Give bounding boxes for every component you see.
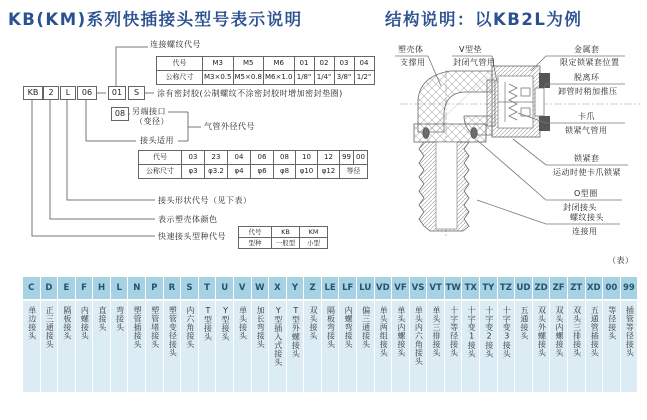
model-code-box: 06 (77, 86, 97, 100)
shape-code-header: P (146, 277, 163, 299)
o-ring-right (471, 128, 477, 139)
callout-desc: 连接用 (572, 227, 598, 236)
tube-code-cell: 10 (296, 151, 318, 165)
shape-name-cell (533, 301, 550, 392)
tube-size-cell: φ12 (318, 165, 340, 179)
shape-name-cell (462, 301, 479, 392)
release-ring-bar (535, 88, 544, 116)
shape-code-header: LE (322, 277, 339, 299)
right-section-title: 结构说明：以KB2L为例 (385, 10, 583, 29)
tube-code-cell: 08 (274, 151, 296, 165)
shape-code-header: H (93, 277, 110, 299)
thread-code-cell: 01 (294, 57, 314, 71)
shape-name-text: 正三通接头 (45, 306, 55, 349)
tube-code-header: 代号 (139, 151, 182, 165)
shape-name-text: 隔板接头 (62, 306, 72, 340)
shape-code-column (287, 277, 304, 392)
shape-name-text: 单头内六角接头 (414, 306, 424, 366)
shape-code-column (181, 277, 198, 392)
shape-code-header: L (111, 277, 128, 299)
shape-code-header: LF (339, 277, 356, 299)
callout-term: V型垫 (459, 45, 482, 54)
shape-name-cell (392, 301, 409, 392)
shape-code-header: T (199, 277, 216, 299)
model-code-box: 2 (43, 86, 59, 100)
o-ring-left (423, 128, 429, 139)
callout-term: 卡爪 (578, 112, 595, 121)
callout-desc: 卸管时稍加推压 (558, 87, 618, 96)
shape-code-column (164, 277, 181, 392)
shape-name-cell (146, 301, 163, 392)
shape-code-column (445, 277, 462, 392)
shape-name-text: 五通接头 (519, 306, 529, 340)
tube-size-cell: φ10 (296, 165, 318, 179)
shape-name-cell (269, 301, 286, 392)
callout-desc: 限定锁紧套位置 (560, 58, 620, 67)
shape-code-header: ZD (533, 277, 550, 299)
release-ring-top-flange (539, 73, 550, 88)
shape-name-text: 塑管堵接头 (150, 306, 160, 349)
shape-name-text: 双头接头 (308, 306, 318, 340)
shape-name-text: 单头内螺接头 (396, 306, 406, 357)
other-end-label-line1: 另端接口 (132, 107, 166, 116)
shape-name-cell (603, 301, 620, 392)
shape-code-column (603, 277, 620, 392)
shape-name-text: Y型接头 (221, 306, 231, 341)
shape-code-header: W (252, 277, 269, 299)
shape-code-column (392, 277, 409, 392)
tube-table (138, 150, 368, 179)
shape-code-header: VD (375, 277, 392, 299)
tube-code-cell: 04 (228, 151, 251, 165)
thread-code-cell: M3 (203, 57, 234, 71)
shape-name-cell (498, 301, 515, 392)
shape-code-column (304, 277, 321, 392)
shape-name-text: 双头三排接头 (572, 306, 582, 357)
shape-code-header: TX (462, 277, 479, 299)
shape-code-column (550, 277, 567, 392)
shape-name-cell (586, 301, 603, 392)
shape-name-cell (427, 301, 444, 392)
shape-name-cell (322, 301, 339, 392)
shape-code-header: UD (515, 277, 532, 299)
shape-code-header: 00 (603, 277, 620, 299)
shape-code-header: C (23, 277, 40, 299)
tube-code-cell: 23 (205, 151, 228, 165)
tube-size-cell: φ8 (274, 165, 296, 179)
shape-code-column (23, 277, 40, 392)
shape-name-text: 单头接头 (238, 306, 248, 340)
type-table-cell: KM (300, 227, 328, 238)
shape-code-column (480, 277, 497, 392)
shape-code-column (93, 277, 110, 392)
shape-name-text: 弯接头 (115, 306, 125, 332)
callout-desc: 封闭接头 (563, 203, 597, 212)
tube-size-cell: φ3.2 (205, 165, 228, 179)
shape-code-header: VF (392, 277, 409, 299)
shape-code-header: VS (410, 277, 427, 299)
thread-code-cell: 02 (314, 57, 334, 71)
shape-name-text: 塑管变径接头 (168, 306, 178, 357)
shape-code-column (111, 277, 128, 392)
shape-name-cell (23, 301, 40, 392)
shape-code-column (128, 277, 145, 392)
shape-code-column (568, 277, 585, 392)
shape-code-column (462, 277, 479, 392)
sealant-note: 涂有密封胶(公制螺纹不涂密封胶时增加密封垫圈) (157, 89, 343, 98)
callout-desc: 运动时使卡爪锁紧 (553, 168, 621, 177)
tube-size-equal-cell: 等径 (340, 165, 368, 179)
shape-name-cell (410, 301, 427, 392)
model-code-box: 01 (108, 86, 126, 100)
v-gasket (487, 80, 495, 126)
shape-name-text: 五通管插接头 (590, 306, 600, 357)
shape-name-cell (304, 301, 321, 392)
shape-code-column (41, 277, 58, 392)
callout-term: 螺纹接头 (570, 213, 604, 222)
shape-code-header: LU (357, 277, 374, 299)
shape-name-cell (111, 301, 128, 392)
shape-code-column (58, 277, 75, 392)
shape-code-header: Z (304, 277, 321, 299)
callout-term: 脱离环 (574, 73, 600, 82)
tube-code-cell: 12 (318, 151, 340, 165)
callout-term: 金属套 (574, 45, 600, 54)
thread-code-cell: 03 (334, 57, 354, 71)
shape-code-header: S (181, 277, 198, 299)
shape-code-column (76, 277, 93, 392)
thread-size-header: 公称尺寸 (157, 71, 203, 85)
shape-code-header: XD (586, 277, 603, 299)
shape-code-column (427, 277, 444, 392)
shell-color-label: 表示塑壳体颜色 (158, 215, 218, 224)
shape-name-text: 十字变1接头 (467, 306, 477, 358)
shape-name-cell (445, 301, 462, 392)
thread-code-cell: M5 (233, 57, 264, 71)
shape-name-cell (621, 301, 638, 392)
shape-code-label: 接头形状代号（见下表） (158, 196, 252, 205)
thread-code-cell: 04 (354, 57, 374, 71)
shape-code-header: Y (287, 277, 304, 299)
shape-name-text: 十字变2接头 (484, 306, 494, 358)
other-end-label-line2: （变径） (135, 117, 169, 126)
shape-code-column (339, 277, 356, 392)
shape-code-column (199, 277, 216, 392)
shape-code-table (23, 277, 637, 392)
thread-size-cell: M5×0.8 (233, 71, 264, 85)
shape-name-cell (357, 301, 374, 392)
tube-code-cell: 06 (251, 151, 274, 165)
shape-name-text: 双头内螺接头 (555, 306, 565, 357)
thread-size-cell: 1/2" (354, 71, 374, 85)
shape-code-header: 99 (621, 277, 638, 299)
thread-code-header: 代号 (157, 57, 203, 71)
shape-name-cell (181, 301, 198, 392)
shape-code-header: N (128, 277, 145, 299)
thread-size-cell: M6×1.0 (264, 71, 295, 85)
left-section-title: KB(KM)系列快插接头型号表示说明 (8, 10, 303, 29)
shape-name-text: 内螺接头 (80, 306, 90, 340)
shape-name-cell (76, 301, 93, 392)
shape-name-cell (164, 301, 181, 392)
type-table-cell: 代号 (239, 227, 272, 238)
type-table-cell: 一般型 (272, 238, 300, 249)
release-ring-bottom-flange (539, 116, 550, 131)
callout-term: 锁紧套 (574, 154, 600, 163)
shape-name-text: 直接头 (98, 306, 107, 332)
shape-name-cell (58, 301, 75, 392)
callout-desc: 封闭气管用 (453, 58, 496, 67)
shape-name-cell (339, 301, 356, 392)
shape-name-cell (199, 301, 216, 392)
shape-name-text: 偏三通接头 (361, 306, 371, 349)
shape-code-column (375, 277, 392, 392)
tube-od-label: 气管外径代号 (204, 122, 255, 131)
shape-name-text: 塑管插接头 (133, 306, 143, 349)
shape-code-header: ZF (550, 277, 567, 299)
type-table (238, 226, 328, 249)
applicable-label: 接头适用 (140, 136, 174, 145)
tube-code-cell: 00 (354, 151, 368, 165)
shape-code-column (410, 277, 427, 392)
shape-name-cell (550, 301, 567, 392)
shape-name-cell (375, 301, 392, 392)
shape-name-text: 十字变3接头 (502, 306, 512, 358)
thread-code-cell: M6 (264, 57, 295, 71)
tube-size-cell: φ6 (251, 165, 274, 179)
shape-name-cell (515, 301, 532, 392)
thread-size-cell: 3/8" (334, 71, 354, 85)
thread-code-label: 连接螺纹代号 (150, 40, 201, 49)
thread-size-cell: M3×0.5 (203, 71, 234, 85)
claw-upper (521, 88, 530, 96)
shape-name-text: Y型插入式接头 (273, 306, 283, 367)
shape-code-header: F (76, 277, 93, 299)
shape-code-header: VT (427, 277, 444, 299)
shape-name-text: T型外螺接头 (291, 306, 301, 358)
model-code-box: L (60, 86, 76, 100)
shape-code-column (357, 277, 374, 392)
shape-name-text: 单头两组接头 (379, 306, 389, 357)
callout-desc: 支撑用 (400, 58, 426, 67)
shape-code-header: U (216, 277, 233, 299)
tube-code-cell: 03 (182, 151, 205, 165)
tube-size-cell: φ3 (182, 165, 205, 179)
shape-name-cell (41, 301, 58, 392)
shape-code-header: ZT (568, 277, 585, 299)
shape-code-header: R (164, 277, 181, 299)
table-reference: （表） (608, 256, 634, 265)
callout-term: 塑壳体 (398, 45, 424, 54)
shape-code-header: D (41, 277, 58, 299)
shape-code-column (269, 277, 286, 392)
shape-code-column (515, 277, 532, 392)
shape-name-text: 内螺弯接头 (344, 306, 354, 349)
tube-code-cell: 99 (340, 151, 354, 165)
type-table-cell: 小型 (300, 238, 328, 249)
shape-code-column (234, 277, 251, 392)
shape-code-header: E (58, 277, 75, 299)
stem-bore (436, 142, 457, 229)
shape-name-cell (480, 301, 497, 392)
type-code-label: 快速接头型种代号 (158, 232, 226, 241)
shape-name-cell (93, 301, 110, 392)
model-code-box: KB (23, 86, 43, 100)
shape-code-header: TY (480, 277, 497, 299)
tube-size-cell: φ4 (228, 165, 251, 179)
shape-name-cell (287, 301, 304, 392)
shape-code-column (252, 277, 269, 392)
shape-code-column (146, 277, 163, 392)
shape-code-column (533, 277, 550, 392)
model-code-box-alt: 08 (111, 107, 129, 121)
shape-name-cell (216, 301, 233, 392)
shape-name-text: 单边接头 (27, 306, 37, 340)
shape-code-column (621, 277, 638, 392)
shape-name-text: 加长弯接头 (256, 306, 266, 349)
shape-name-text: 单头三排接头 (431, 306, 441, 357)
shape-code-header: TW (445, 277, 462, 299)
shape-name-cell (234, 301, 251, 392)
shape-name-cell (128, 301, 145, 392)
model-code-box: S (128, 86, 145, 100)
shape-name-cell (252, 301, 269, 392)
shape-code-column (498, 277, 515, 392)
type-table-cell: KB (272, 227, 300, 238)
shape-name-text: 双头外螺接头 (537, 306, 547, 357)
shape-name-text: T型接头 (203, 306, 213, 341)
callout-term: O型圈 (574, 189, 598, 198)
shape-name-text: 十字等径接头 (449, 306, 459, 357)
shape-name-text: 插管等径接头 (625, 306, 635, 357)
shape-code-column (322, 277, 339, 392)
shape-name-text: 等径接头 (607, 306, 617, 340)
thread-table (156, 56, 375, 85)
callout-desc: 锁紧气管用 (565, 126, 608, 135)
shape-name-text: 内六角接头 (185, 306, 195, 349)
type-table-cell: 型种 (239, 238, 272, 249)
shape-code-column (586, 277, 603, 392)
shape-name-text: 隔板弯接头 (326, 306, 336, 349)
thread-size-cell: 1/8" (294, 71, 314, 85)
shape-code-header: X (269, 277, 286, 299)
tube-size-header: 公称尺寸 (139, 165, 182, 179)
shape-name-cell (568, 301, 585, 392)
shape-code-header: TZ (498, 277, 515, 299)
thread-size-cell: 1/4" (314, 71, 334, 85)
shape-code-header: V (234, 277, 251, 299)
shape-code-column (216, 277, 233, 392)
